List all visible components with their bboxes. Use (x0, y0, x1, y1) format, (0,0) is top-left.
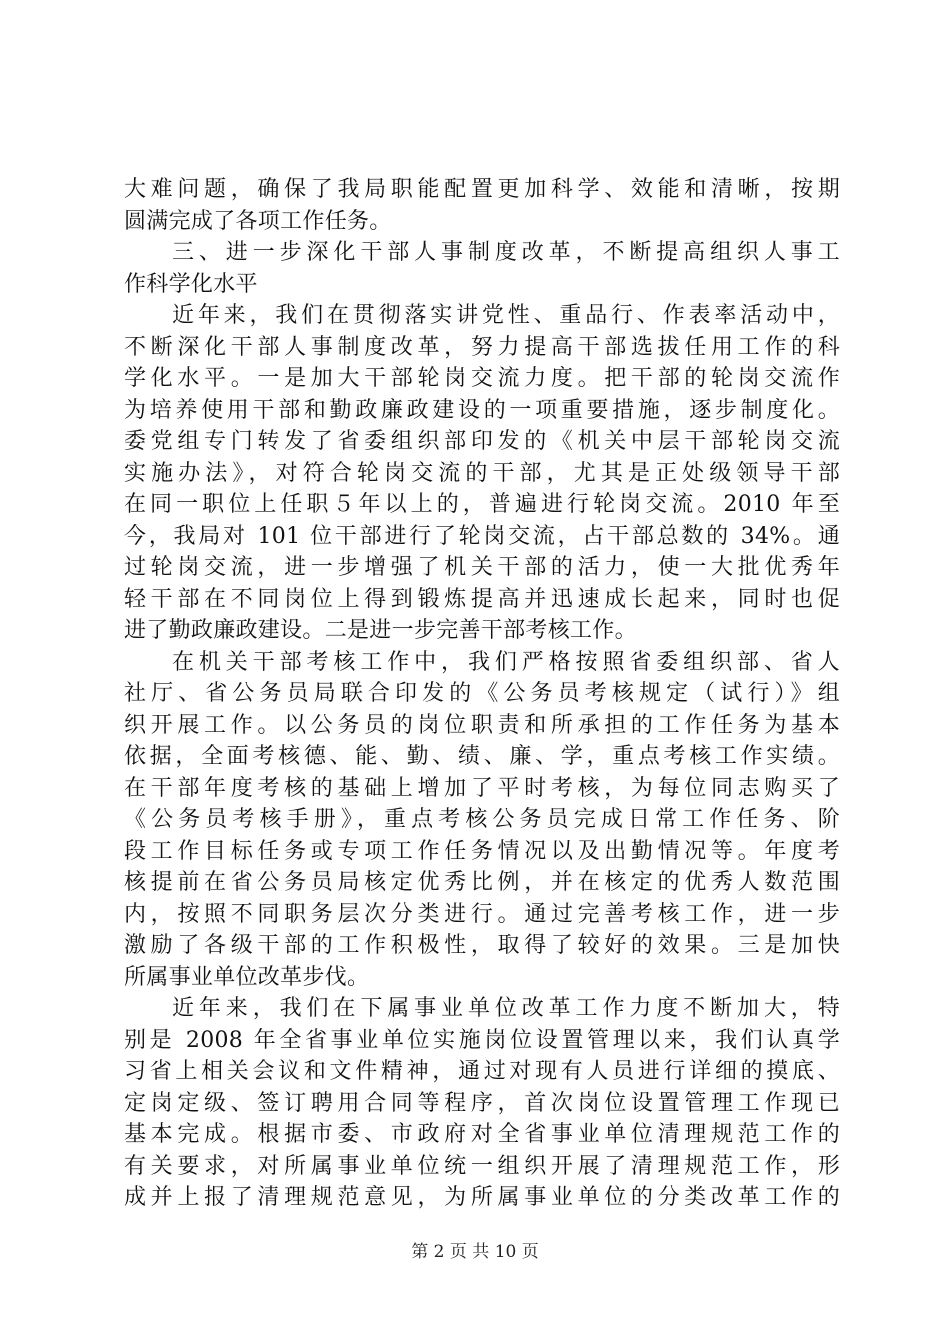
text-line: 为培养使用干部和勤政廉政建设的一项重要措施，逐步制度化。 (124, 397, 840, 423)
text-line: 近年来，我们在贯彻落实讲党性、重品行、作表率活动中， (172, 303, 840, 328)
text-line: 近年来，我们在下属事业单位改革工作力度不断加大，特 (172, 996, 840, 1021)
section-heading-line: 作科学化水平 (124, 271, 258, 297)
text-line: 定岗定级、签订聘用合同等程序，首次岗位设置管理工作现已 (124, 1090, 840, 1116)
text-line: 轻干部在不同岗位上得到锻炼提高并迅速成长起来，同时也促 (124, 586, 840, 612)
text-line: 核提前在省公务员局核定优秀比例，并在核定的优秀人数范围 (124, 870, 840, 895)
text-line: 社厅、省公务员局联合印发的《公务员考核规定（试行）》组 (124, 681, 840, 706)
text-line: 段工作目标任务或专项工作任务情况以及出勤情况等。年度考 (124, 838, 840, 864)
text-line: 不断深化干部人事制度改革，努力提高干部选拔任用工作的科 (124, 334, 840, 360)
text-line: 有关要求，对所属事业单位统一组织开展了清理规范工作，形 (124, 1153, 840, 1179)
text-line: 基本完成。根据市委、市政府对全省事业单位清理规范工作的 (124, 1122, 840, 1147)
text-line: 成并上报了清理规范意见，为所属事业单位的分类改革工作的 (124, 1185, 840, 1210)
text-line: 过轮岗交流，进一步增强了机关干部的活力，使一大批优秀年 (124, 555, 840, 580)
text-line: 委党组专门转发了省委组织部印发的《机关中层干部轮岗交流 (124, 429, 840, 454)
text-line: 实施办法》，对符合轮岗交流的干部，尤其是正处级领导干部 (124, 460, 840, 486)
section-heading-line: 三、进一步深化干部人事制度改革，不断提高组织人事工 (172, 240, 840, 265)
text-line: 在机关干部考核工作中，我们严格按照省委组织部、省人 (172, 649, 840, 675)
text-line: 所属事业单位改革步伐。 (124, 964, 370, 990)
text-line: 今，我局对 101 位干部进行了轮岗交流，占干部总数的 34%。通 (124, 523, 840, 549)
text-line: 在干部年度考核的基础上增加了平时考核，为每位同志购买了 (124, 775, 840, 801)
text-line: 大难问题，确保了我局职能配置更加科学、效能和清晰，按期 (124, 177, 840, 202)
text-line: 依据，全面考核德、能、勤、绩、廉、学，重点考核工作实绩。 (124, 744, 840, 769)
text-line: 习省上相关会议和文件精神，通过对现有人员进行详细的摸底、 (124, 1059, 840, 1084)
text-line: 《公务员考核手册》，重点考核公务员完成日常工作任务、阶 (124, 807, 840, 832)
text-line: 进了勤政廉政建设。二是进一步完善干部考核工作。 (124, 618, 637, 643)
document-body (124, 174, 840, 1214)
text-line: 别是 2008 年全省事业单位实施岗位设置管理以来，我们认真学 (124, 1027, 840, 1053)
text-line: 在同一职位上任职５年以上的，普遍进行轮岗交流。2010 年至 (124, 492, 840, 517)
page-number-footer: 第 2 页 共 10 页 (411, 1242, 539, 1262)
text-line: 内，按照不同职务层次分类进行。通过完善考核工作，进一步 (124, 901, 840, 927)
text-line: 学化水平。一是加大干部轮岗交流力度。把干部的轮岗交流作 (124, 366, 840, 391)
text-line: 圆满完成了各项工作任务。 (124, 208, 392, 234)
text-line: 织开展工作。以公务员的岗位职责和所承担的工作任务为基本 (124, 712, 840, 738)
text-line: 激励了各级干部的工作积极性，取得了较好的效果。三是加快 (124, 933, 840, 958)
